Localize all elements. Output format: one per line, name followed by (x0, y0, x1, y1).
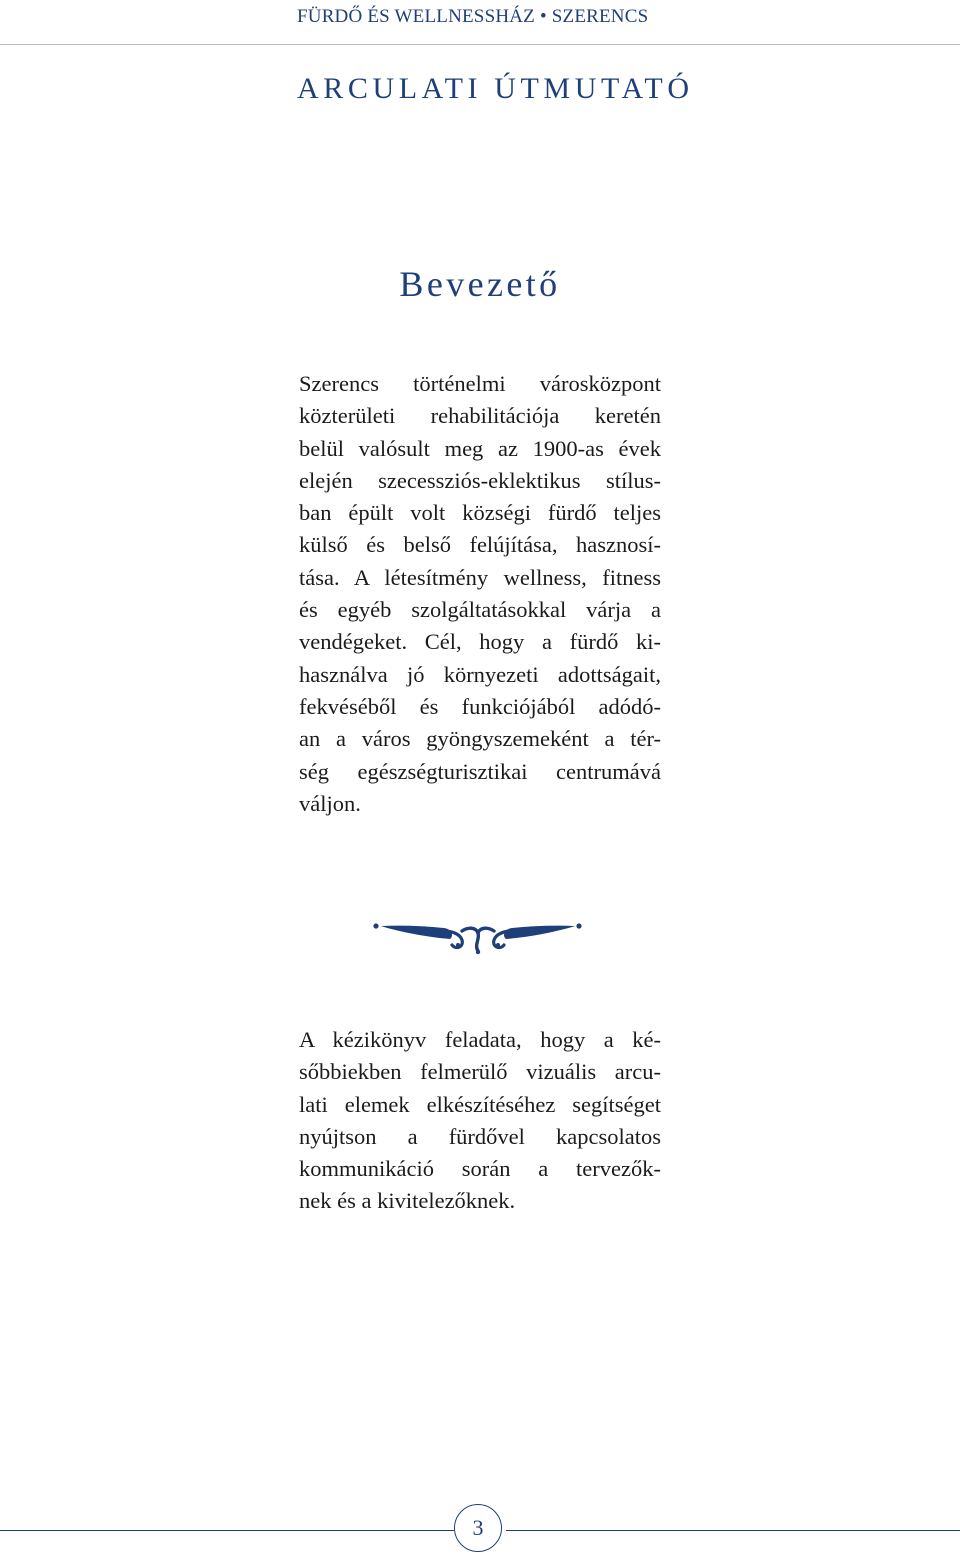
document-title: ARCULATI ÚTMUTATÓ (297, 72, 694, 105)
paragraph-line: váljon. (299, 790, 361, 816)
paragraph-line: vendégeket. Cél, hogy a fürdő ki- (299, 629, 661, 655)
paragraph-line: an a város gyöngyszemeként a tér- (299, 726, 661, 752)
paragraph-line: közterületi rehabilitációja keretén (299, 403, 661, 429)
paragraph-line: Szerencs történelmi városközpont (299, 371, 661, 396)
paragraph-line: elején szecessziós-eklektikus stílus- (299, 467, 661, 493)
footer-divider-left (0, 1530, 454, 1531)
section-title: Bevezető (399, 264, 561, 304)
paragraph-line: fekvéséből és funkciójából adódó- (299, 693, 661, 719)
page-number: 3 (472, 1515, 484, 1540)
paragraph-line: és egyéb szolgáltatásokkal várja a (299, 597, 661, 623)
paragraph-line: tása. A létesítmény wellness, fitness (299, 564, 661, 590)
page-number-badge (454, 1504, 502, 1552)
header-organization: FÜRDŐ ÉS WELLNESSHÁZ • SZERENCS (297, 6, 649, 27)
paragraph-line: nek és a kivitelezőknek. (299, 1188, 516, 1214)
paragraph-line: külső és belső felújítása, hasznosí- (299, 532, 661, 558)
paragraph-line: ban épült volt községi fürdő teljes (299, 500, 661, 526)
header-divider (0, 44, 960, 45)
paragraph-line: nyújtson a fürdővel kapcsolatos (299, 1123, 661, 1149)
intro-paragraph (299, 368, 661, 820)
handbook-purpose-paragraph (299, 1024, 661, 1218)
paragraph-line: lati elemek elkészítéséhez segítséget (299, 1091, 661, 1117)
paragraph-line: kommunikáció során a tervezők- (299, 1156, 661, 1182)
paragraph-line: belül valósult meg az 1900-as évek (299, 435, 661, 461)
paragraph-line: sőbbiekben felmerülő vizuális arcu- (299, 1059, 661, 1085)
art-nouveau-divider-icon (372, 917, 584, 955)
footer-divider-right (506, 1530, 960, 1531)
paragraph-line: ség egészségturisztikai centrumává (299, 758, 661, 784)
paragraph-line: A kézikönyv feladata, hogy a ké- (299, 1027, 661, 1052)
paragraph-line: használva jó környezeti adottságait, (299, 661, 661, 687)
